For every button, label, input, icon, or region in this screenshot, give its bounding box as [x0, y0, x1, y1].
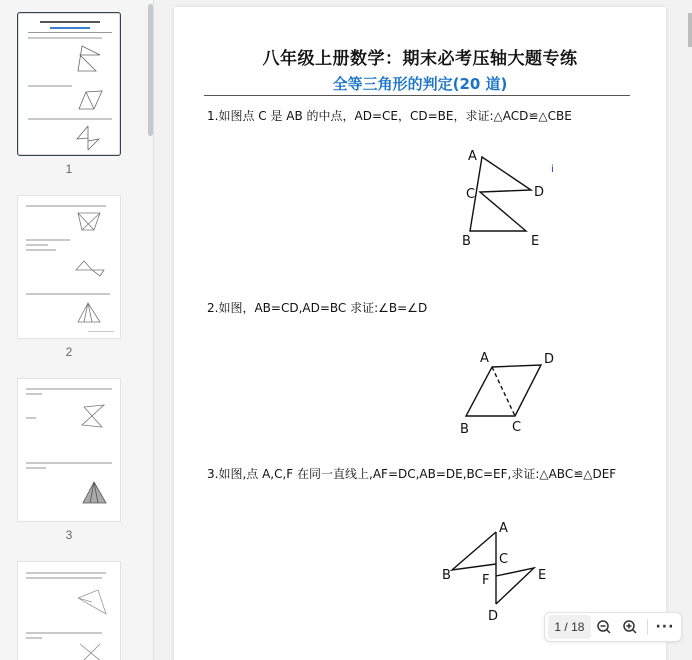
thumb-figure	[74, 588, 110, 616]
figure-question-1	[456, 145, 566, 245]
svg-text:C: C	[466, 187, 476, 202]
page-toolbar	[544, 612, 682, 642]
thumbnail-page-2[interactable]	[17, 195, 121, 359]
svg-text:E: E	[538, 568, 547, 583]
thumb-figure	[80, 479, 110, 507]
more-options-button[interactable]: ···	[655, 619, 675, 635]
svg-text:C: C	[512, 420, 522, 435]
question-1: 1.如图点 C 是 AB 的中点，AD=CE，CD=BE，求证:△ACD≌△CBE	[207, 109, 572, 123]
thumbnail-image[interactable]	[17, 378, 121, 522]
zoom-in-button[interactable]	[617, 615, 643, 639]
sidebar-scrollbar[interactable]	[148, 4, 153, 136]
svg-text:C: C	[499, 552, 509, 567]
svg-text:F: F	[482, 573, 490, 588]
thumbnail-page-3[interactable]	[17, 378, 121, 542]
thumbnail-page-1[interactable]	[17, 12, 121, 176]
thumbnail-page-4[interactable]	[17, 561, 121, 660]
svg-text:A: A	[499, 521, 508, 536]
toolbar-divider	[647, 619, 648, 635]
zoom-out-button[interactable]	[591, 615, 617, 639]
svg-text:B: B	[462, 234, 471, 245]
figure-question-2	[456, 339, 566, 439]
document-page	[174, 7, 666, 660]
thumbnail-image[interactable]	[17, 195, 121, 339]
question-3: 3.如图,点 A,C,F 在同一直线上,AF=DC,AB=DE,BC=EF,求证:△ABC≌△DEF	[207, 467, 617, 481]
thumbnail-page-number: 1	[65, 162, 73, 176]
thumbnail-sidebar	[0, 0, 154, 660]
thumb-figure	[76, 642, 106, 660]
svg-text:A: A	[468, 149, 477, 164]
thumbnail-image[interactable]	[17, 561, 121, 660]
svg-text:D: D	[544, 352, 555, 367]
svg-text:D: D	[534, 185, 545, 200]
thumb-figure	[78, 403, 108, 431]
title-divider	[204, 95, 630, 96]
svg-text:A: A	[480, 351, 489, 366]
question-2: 2.如图，AB=CD,AD=BC 求证:∠B=∠D	[207, 301, 428, 315]
zoom-in-icon	[622, 619, 638, 635]
svg-text:D: D	[488, 609, 499, 622]
svg-text:E: E	[531, 234, 540, 245]
page-subtitle: 全等三角形的判定(20 道)	[332, 75, 508, 93]
svg-text:i: i	[551, 164, 554, 175]
thumbnail-page-number: 3	[65, 528, 73, 542]
thumb-figure	[72, 258, 108, 280]
thumb-figure	[76, 300, 106, 326]
svg-text:B: B	[442, 568, 451, 583]
page-indicator[interactable]: 1 / 18	[548, 615, 591, 639]
figure-question-3	[434, 512, 554, 622]
thumb-figure	[76, 89, 106, 111]
zoom-out-icon	[596, 619, 612, 635]
page-title: 八年级上册数学：期末必考压轴大题专练	[262, 49, 578, 69]
thumbnail-image[interactable]	[17, 12, 121, 156]
document-scrollbar[interactable]	[688, 13, 692, 47]
thumb-figure	[74, 123, 104, 153]
thumb-figure	[74, 210, 104, 234]
svg-text:B: B	[460, 422, 469, 437]
document-view[interactable]	[155, 0, 692, 660]
thumb-figure	[76, 43, 106, 75]
thumbnail-page-number: 2	[65, 345, 73, 359]
